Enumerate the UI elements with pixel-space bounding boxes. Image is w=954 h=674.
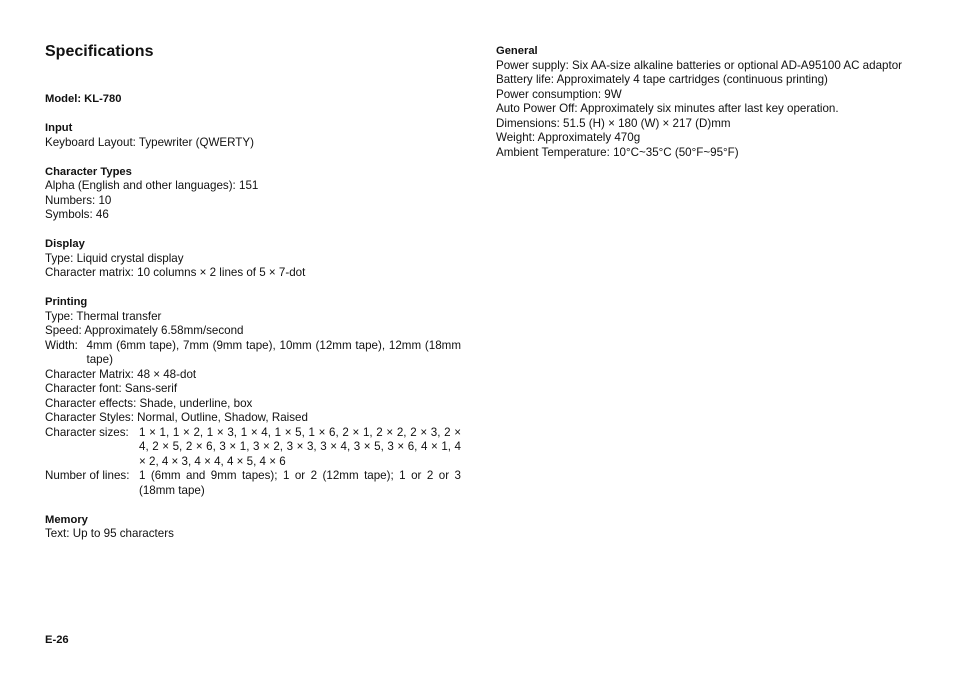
page-number: E-26 — [45, 634, 69, 646]
spec-line: Character Matrix: 48 × 48-dot — [45, 367, 197, 381]
spec-line: Auto Power Off: Approximately six minutes after last key operation. — [496, 102, 839, 115]
section-heading-display: Display — [45, 238, 85, 250]
spec-line: Dimensions: 51.5 (H) × 180 (W) × 217 (D)mm — [496, 116, 731, 130]
spec-line: Character font: Sans-serif — [45, 382, 178, 395]
spec-line: Character effects: Shade, underline, box — [45, 396, 253, 410]
spec-line: Battery life: Approximately 4 tape cartridges (continuous printing) — [496, 73, 828, 86]
section-heading-memory: Memory — [45, 513, 88, 526]
model-line: Model: KL-780 — [45, 93, 122, 105]
section-display — [45, 237, 461, 281]
spec-line: Power consumption: 9W — [496, 87, 622, 101]
left-column — [45, 92, 461, 556]
spec-line: Symbols: 46 — [45, 208, 109, 221]
spec-line: Ambient Temperature: 10°C~35°C (50°F~95°F) — [496, 145, 739, 159]
spec-line: Speed: Approximately 6.58mm/second — [45, 324, 244, 337]
section-heading-input: Input — [45, 122, 73, 134]
right-column — [496, 44, 926, 175]
spec-line: Power supply: Six AA-size alkaline batteries or optional AD-A95100 AC adaptor — [496, 58, 903, 72]
spec-line: Character Styles: Normal, Outline, Shadow, Raised — [45, 411, 308, 424]
section-character-types — [45, 165, 461, 223]
spec-line: Character matrix: 10 columns × 2 lines of 5 × 7-dot — [45, 266, 306, 279]
spec-value: 1 (6mm and 9mm tapes); 1 or 2 (12mm tape); 1 or 2 or 3 (18mm tape) — [139, 469, 461, 497]
spec-line: Type: Thermal transfer — [45, 309, 162, 323]
section-general — [496, 44, 926, 160]
spec-character-sizes — [45, 426, 461, 470]
spec-label: Width: — [45, 338, 78, 352]
spec-width — [45, 339, 461, 368]
spec-value: 4mm (6mm tape), 7mm (9mm tape), 10mm (12mm tape), 12mm (18mm tape) — [86, 338, 461, 366]
section-heading-character-types: Character Types — [45, 165, 132, 178]
spec-line: Text: Up to 95 characters — [45, 527, 174, 540]
spec-line: Keyboard Layout: Typewriter (QWERTY) — [45, 135, 254, 149]
spec-number-of-lines — [45, 469, 461, 498]
section-printing — [45, 295, 461, 498]
spec-line: Type: Liquid crystal display — [45, 251, 184, 265]
page-title: Specifications — [45, 43, 154, 60]
section-memory — [45, 513, 461, 542]
spec-line: Numbers: 10 — [45, 193, 112, 207]
spec-label: Character sizes: — [45, 425, 129, 439]
spec-line: Weight: Approximately 470g — [496, 131, 641, 144]
spec-line: Alpha (English and other languages): 151 — [45, 179, 259, 192]
spec-value: 1 × 1, 1 × 2, 1 × 3, 1 × 4, 1 × 5, 1 × 6, 2 × 1, 2 × 2, 2 × 3, 2 × 4, 2 × 5, 2 × 6, 3 × 1, 3 × 2, 3 × 3, 3 × 4, 3 × 5, 3 × 6, 4 × 1, 4 × 2, 4 × 3, 4 × 4, 4 × 5, 4 × 6 — [139, 425, 461, 468]
section-heading-general: General — [496, 45, 538, 57]
section-heading-printing: Printing — [45, 296, 88, 308]
spec-label: Number of lines: — [45, 469, 130, 482]
section-input — [45, 121, 461, 150]
